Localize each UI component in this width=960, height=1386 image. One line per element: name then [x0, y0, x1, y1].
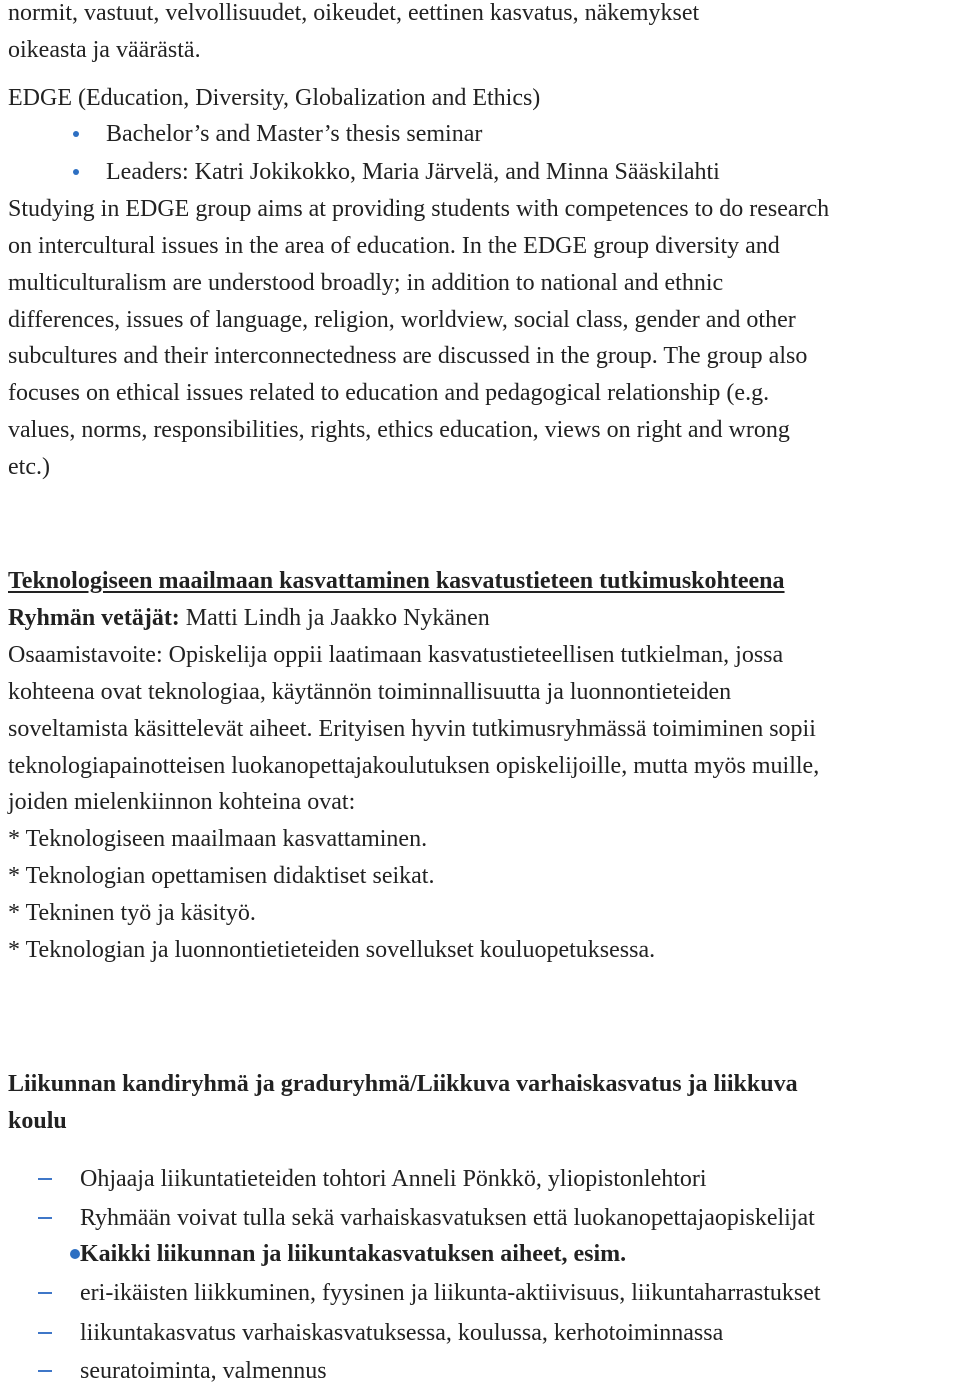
tekno-leaders — [8, 603, 490, 633]
edge-body-line-3: multiculturalism are understood broadly; in addition to national and ethnic — [8, 270, 724, 296]
edge-bullet-2: Leaders: Katri Jokikokko, Maria Järvelä, and Minna Sääskilahti — [106, 159, 720, 185]
liikunta-item-2: Ryhmään voivat tulla sekä varhaiskasvatuksen että luokanopettajaopiskelijat — [80, 1205, 815, 1231]
liikunta-item-3: Kaikki liikunnan ja liikuntakasvatuksen aiheet, esim. — [80, 1241, 627, 1267]
liikunta-item-6: seuratoiminta, valmennus — [80, 1358, 327, 1384]
tekno-body-line-3: soveltamista käsittelevät aiheet. Erityisen hyvin tutkimusryhmässä toimiminen sopii — [8, 716, 816, 742]
dash-bullet-icon — [38, 1178, 52, 1180]
dash-bullet-icon — [38, 1217, 52, 1219]
tekno-body-line-5: joiden mielenkiinnon kohteina ovat: — [8, 789, 356, 815]
tekno-body-line-1: Osaamistavoite: Opiskelija oppii laatimaan kasvatustieteellisen tutkielman, jossa — [8, 642, 784, 668]
edge-intro-line-2: oikeasta ja väärästä. — [8, 37, 201, 63]
liikunta-item-5: liikuntakasvatus varhaiskasvatuksessa, koulussa, kerhotoiminnassa — [80, 1320, 724, 1346]
edge-body-line-8: etc.) — [8, 454, 50, 480]
dash-bullet-icon — [38, 1370, 52, 1372]
bullet-icon — [70, 1249, 80, 1259]
tekno-list-item-1: * Teknologiseen maailmaan kasvattaminen. — [8, 826, 428, 852]
liikunta-title-line-2: koulu — [8, 1108, 67, 1134]
edge-body-line-1: Studying in EDGE group aims at providing students with competences to do research — [8, 196, 830, 222]
edge-title: EDGE (Education, Diversity, Globalization and Ethics) — [8, 85, 541, 111]
bullet-icon — [73, 131, 79, 137]
liikunta-item-1: Ohjaaja liikuntatieteiden tohtori Anneli Pönkkö, yliopistonlehtori — [80, 1166, 707, 1192]
edge-body-line-6: focuses on ethical issues related to education and pedagogical relationship (e.g. — [8, 380, 770, 406]
tekno-body-line-2: kohteena ovat teknologiaa, käytännön toiminnallisuutta ja luonnontieteiden — [8, 679, 732, 705]
edge-intro-line-1: normit, vastuut, velvollisuudet, oikeudet, eettinen kasvatus, näkemykset — [8, 0, 700, 26]
tekno-title: Teknologiseen maailmaan kasvattaminen kasvatustieteen tutkimuskohteena — [8, 568, 785, 594]
edge-body-line-5: subcultures and their interconnectedness are discussed in the group. The group also — [8, 343, 808, 369]
edge-bullet-1: Bachelor’s and Master’s thesis seminar — [106, 121, 483, 147]
tekno-leaders-label: Ryhmän vetäjät: — [8, 605, 180, 631]
bullet-icon — [73, 169, 79, 175]
dash-bullet-icon — [38, 1332, 52, 1334]
tekno-body-line-4: teknologiapainotteisen luokanopettajakoulutuksen opiskelijoille, mutta myös muille, — [8, 753, 820, 779]
edge-body-line-4: differences, issues of language, religion, worldview, social class, gender and other — [8, 307, 796, 333]
liikunta-title-line-1: Liikunnan kandiryhmä ja graduryhmä/Liikkuva varhaiskasvatus ja liikkuva — [8, 1071, 798, 1097]
liikunta-item-4: eri-ikäisten liikkuminen, fyysinen ja liikunta-aktiivisuus, liikuntaharrastukset — [80, 1280, 821, 1306]
dash-bullet-icon — [38, 1292, 52, 1294]
tekno-list-item-3: * Tekninen työ ja käsityö. — [8, 900, 256, 926]
tekno-list-item-4: * Teknologian ja luonnontietieteiden sovellukset kouluopetuksessa. — [8, 937, 656, 963]
tekno-leaders-names: Matti Lindh ja Jaakko Nykänen — [179, 605, 490, 631]
edge-body-line-7: values, norms, responsibilities, rights, ethics education, views on right and wrong — [8, 417, 790, 443]
edge-body-line-2: on intercultural issues in the area of education. In the EDGE group diversity and — [8, 233, 780, 259]
tekno-list-item-2: * Teknologian opettamisen didaktiset seikat. — [8, 863, 435, 889]
